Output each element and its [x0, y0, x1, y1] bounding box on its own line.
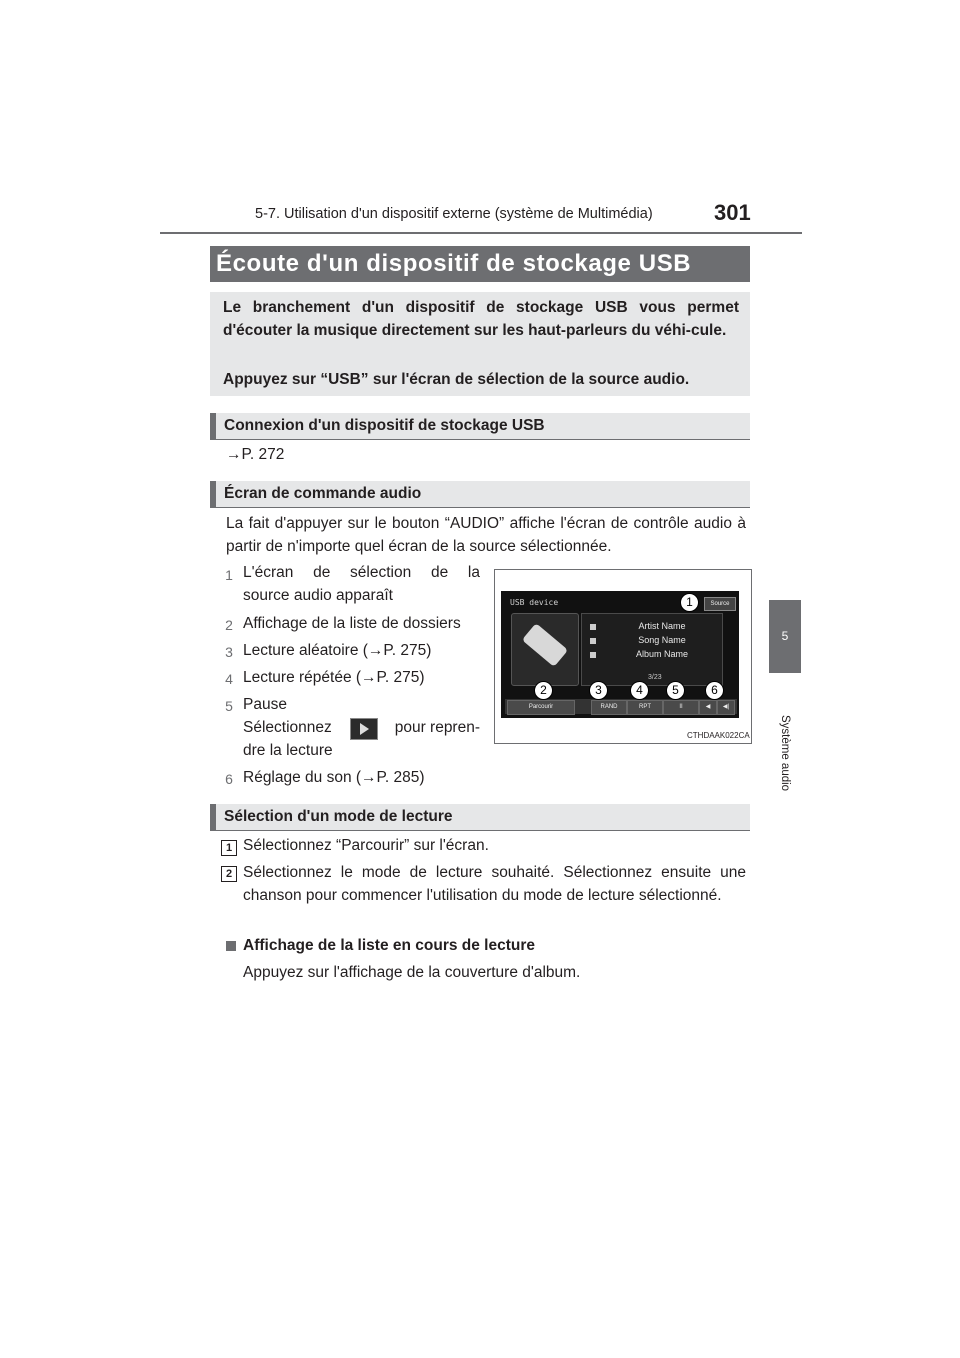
- song-icon: [590, 638, 596, 644]
- page-number: 301: [714, 200, 751, 225]
- item-1-line-1: L'écran de sélection de la: [243, 564, 480, 581]
- repeat-button: RPT: [627, 700, 663, 715]
- chapter-tab: 5: [769, 600, 801, 673]
- subsection-text: Appuyez sur l'affichage de la couverture d'album.: [243, 964, 581, 981]
- step-number-1: 1: [221, 840, 237, 856]
- artist-name: Artist Name: [638, 621, 686, 631]
- usb-stick-icon: [522, 623, 568, 667]
- item-3-text: Lecture aléatoire (→P. 275): [243, 642, 432, 659]
- intro-paragraph-1: Le branchement d'un dispositif de stockage USB vous permet d'écouter la musique directement sur les haut-parleurs du véhi-cule.: [223, 299, 739, 339]
- figure-callout-4: 4: [630, 681, 649, 700]
- figure-callout-3: 3: [589, 681, 608, 700]
- item-6-text: Réglage du son (→P. 285): [243, 769, 425, 786]
- chapter-tab-label: Système audio: [779, 715, 791, 792]
- screen-title: USB device: [510, 598, 559, 607]
- step-number-2: 2: [221, 866, 237, 882]
- figure-code: CTHDAAK022CA: [687, 731, 750, 740]
- section-header-connexion: [210, 413, 750, 440]
- section-marker: [210, 413, 216, 440]
- item-1-line-2: source audio apparaît: [243, 587, 393, 604]
- step-1-text: Sélectionnez “Parcourir” sur l'écran.: [243, 837, 489, 854]
- sound-icon: ◀: [699, 700, 717, 715]
- callout-number-3: 3: [225, 644, 233, 660]
- album-icon: [590, 652, 596, 658]
- source-button: Source: [704, 597, 736, 611]
- section-header-mode: [210, 804, 750, 831]
- usb-audio-screen: [501, 591, 739, 718]
- callout-number-5: 5: [225, 698, 233, 714]
- screen-button-bar: [505, 699, 737, 714]
- album-art-panel: [511, 613, 579, 686]
- callout-number-6: 6: [225, 771, 233, 787]
- callout-number-2: 2: [225, 617, 233, 633]
- pause-button: II: [663, 700, 699, 715]
- item-2-text: Affichage de la liste de dossiers: [243, 615, 461, 632]
- figure-callout-6: 6: [705, 681, 724, 700]
- figure-callout-2: 2: [534, 681, 553, 700]
- item-5-line-2b: pour repren-: [394, 719, 480, 736]
- play-button-icon: [350, 718, 378, 740]
- subsection-heading: Affichage de la liste en cours de lecture: [243, 937, 536, 954]
- ecran-description: La fait d'appuyer sur le bouton “AUDIO” affiche l'écran de contrôle audio à partir de n'importe quel écran de la source sélectionnée.: [226, 515, 746, 555]
- header-rule: [160, 232, 802, 234]
- figure-callout-1: 1: [680, 593, 699, 612]
- callout-number-1: 1: [225, 567, 233, 583]
- intro-paragraph-2: Appuyez sur “USB” sur l'écran de sélection de la source audio.: [223, 371, 690, 388]
- play-icon: [360, 723, 369, 735]
- bullet-square-icon: [226, 941, 236, 951]
- chapter-header: 5-7. Utilisation d'un dispositif externe (système de Multimédia): [255, 206, 653, 222]
- artist-icon: [590, 624, 596, 630]
- callout-number-4: 4: [225, 671, 233, 687]
- item-5-line-3: dre la lecture: [243, 742, 333, 759]
- track-info-panel: [581, 613, 723, 686]
- song-name: Song Name: [638, 635, 686, 645]
- track-counter: 3/23: [648, 674, 662, 681]
- item-4-text: Lecture répétée (→P. 275): [243, 669, 425, 686]
- section-marker: [210, 804, 216, 831]
- section-marker: [210, 481, 216, 508]
- random-button: RAND: [591, 700, 627, 715]
- album-name: Album Name: [635, 649, 689, 659]
- step-2-text: Sélectionnez le mode de lecture souhaité. Sélectionnez ensuite une chanson pour commencer l'utilisation du mode de lecture sélectionné.: [243, 864, 746, 904]
- figure-callout-5: 5: [666, 681, 685, 700]
- section-header-ecran: [210, 481, 750, 508]
- page-reference: →P. 272: [226, 446, 285, 463]
- item-5-line-1: Pause: [243, 696, 287, 713]
- page-title: Écoute d'un dispositif de stockage USB: [216, 250, 692, 277]
- item-5-line-2a: Sélectionnez: [243, 719, 332, 736]
- section-title: Sélection d'un mode de lecture: [224, 808, 453, 825]
- section-title: Écran de commande audio: [224, 485, 422, 502]
- section-title: Connexion d'un dispositif de stockage USB: [224, 417, 545, 434]
- browse-button: Parcourir: [507, 700, 575, 715]
- sound-setting-button: ◀|: [717, 700, 735, 715]
